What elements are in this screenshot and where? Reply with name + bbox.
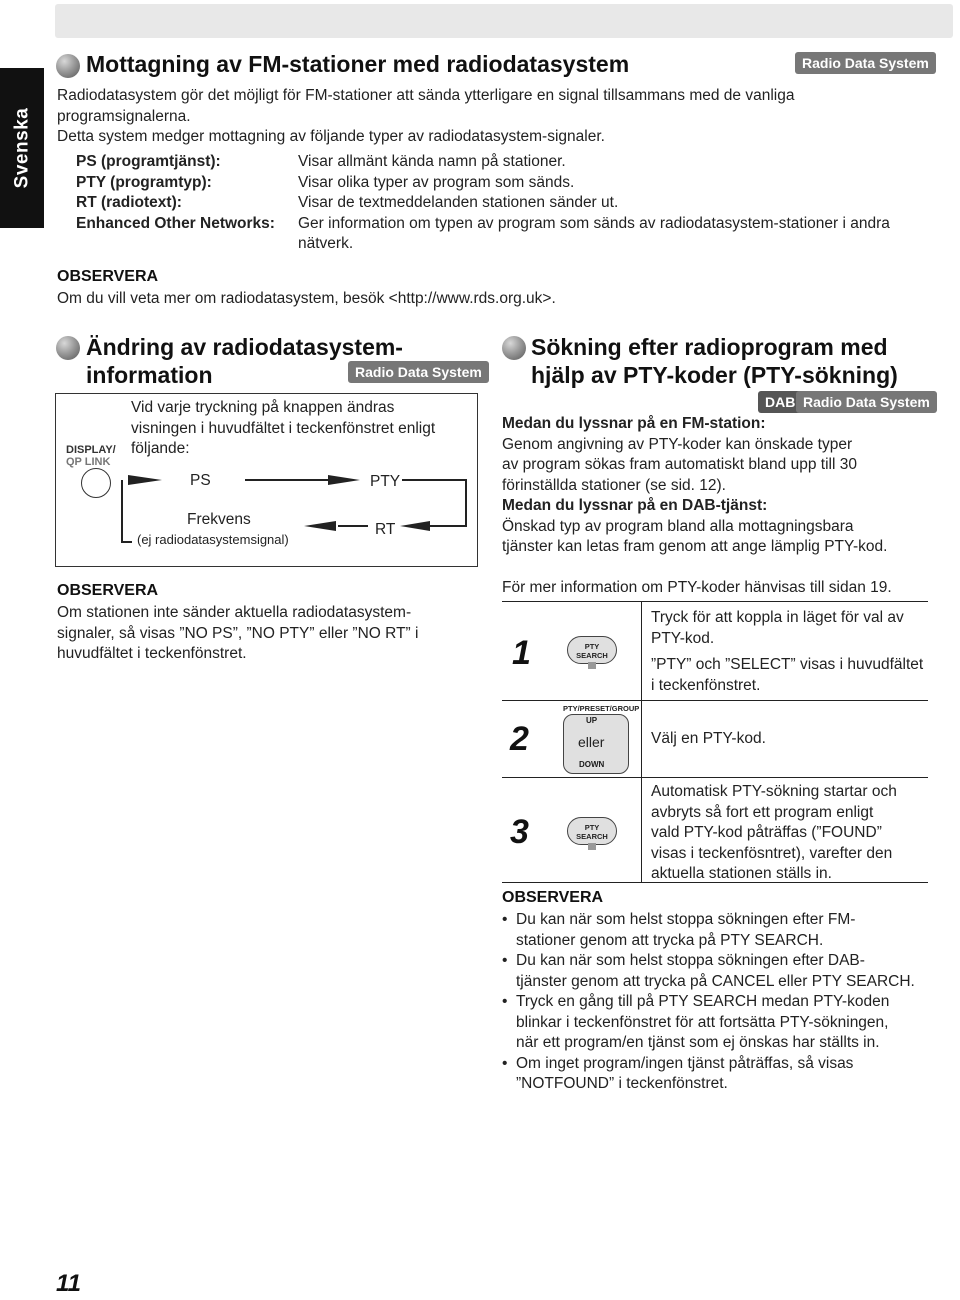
text-line: följande:	[131, 440, 190, 457]
note-line: • Du kan när som helst stoppa sökningen efter DAB-	[516, 952, 865, 969]
step-number: 2	[510, 720, 529, 758]
section3-title-line1: Sökning efter radioprogram med	[531, 334, 888, 360]
fm-line: förinställda stationer (se sid. 12).	[502, 476, 726, 494]
note-line: när ett program/en tjänst som ej önskas har ställts in.	[516, 1034, 880, 1051]
note-line: tjänster genom att trycka på CANCEL eller PTY SEARCH.	[516, 972, 915, 990]
intro-line: Radiodatasystem gör det möjligt för FM-stationer att sända ytterligare en signal tillsammans med de vanliga	[57, 87, 795, 104]
step-line: avbryts så fort ett program enligt	[651, 803, 874, 821]
cycle-arrow-ps-pty	[328, 475, 360, 485]
step-divider	[502, 700, 928, 701]
section2-note	[57, 603, 418, 665]
definition-term: RT (radiotext):	[76, 194, 182, 211]
note-line: blinkar i teckenfönstret för att fortsätta PTY-sökningen,	[516, 1013, 889, 1031]
list-item	[502, 1054, 942, 1095]
cycle-rt: RT	[375, 521, 396, 538]
cycle-connector-right	[402, 480, 466, 526]
note-title: OBSERVERA	[502, 889, 604, 906]
text-line: visningen i huvudfältet i teckenfönstret enligt	[131, 419, 436, 437]
dab-heading: Medan du lyssnar på en DAB-tjänst:	[502, 497, 768, 514]
dab-line: Önskad typ av program bland alla mottagningsbara	[502, 517, 854, 535]
definition-desc-cont: nätverk.	[298, 235, 354, 252]
display-qp-link-label	[66, 444, 116, 468]
step-column-divider	[641, 601, 642, 882]
language-side-tab	[0, 68, 44, 228]
button-indicator-icon	[588, 843, 596, 850]
intro-line: programsignalerna.	[57, 107, 191, 125]
display-button-icon	[81, 468, 111, 498]
note-line: stationer genom att trycka på PTY SEARCH.	[516, 931, 824, 949]
definition-row	[76, 214, 946, 255]
note-line: • Tryck en gång till på PTY SEARCH medan PTY-koden	[516, 993, 890, 1010]
pty-search-button[interactable]	[567, 817, 617, 845]
list-item	[502, 910, 942, 951]
definition-desc: Ger information om typen av program som sänds av radiodatasystem-stationer i andra	[298, 214, 890, 232]
step-line: i teckenfönstret.	[651, 676, 761, 694]
section1-title: Mottagning av FM-stationer med radiodatasystem	[86, 51, 630, 77]
step-divider	[502, 601, 928, 602]
rds-badge: Radio Data System	[795, 52, 936, 74]
cycle-connector-left	[122, 480, 132, 542]
step-line: aktuella stationen ställs in.	[651, 865, 832, 882]
cycle-ps: PS	[190, 472, 211, 489]
step-number: 3	[510, 813, 529, 851]
note-line: • Om inget program/ingen tjänst påträffas, så visas	[516, 1054, 854, 1072]
step-divider	[502, 777, 928, 778]
fm-line: Genom angivning av PTY-koder kan önskade typer	[502, 435, 853, 453]
step-line: vald PTY-kod påträffas (”FOUND”	[651, 824, 882, 841]
note-title: OBSERVERA	[57, 268, 159, 285]
step-text	[651, 608, 936, 696]
qp-link-label: QP LINK	[66, 456, 111, 468]
step-line: Tryck för att koppla in läget för val av	[651, 609, 904, 626]
definition-desc: Visar de textmeddelanden stationen sänder ut.	[298, 194, 619, 211]
side-tab-label: Svenska	[11, 107, 32, 189]
pty-preset-group-label: PTY/PRESET/GROUP	[563, 704, 640, 713]
definition-term: PTY (programtyp):	[76, 173, 212, 191]
rds-badge: Radio Data System	[348, 361, 489, 383]
cycle-arrow-left	[128, 475, 162, 485]
section2-title-line1: Ändring av radiodatasystem-	[86, 334, 403, 360]
or-label: eller	[578, 734, 605, 750]
list-item	[502, 992, 942, 1054]
cycle-frequency: Frekvens	[187, 511, 251, 528]
section3-body	[502, 414, 952, 558]
section3-title	[531, 333, 898, 389]
dab-badge: DAB	[758, 391, 802, 413]
display-label: DISPLAY/	[66, 444, 116, 456]
cycle-arrow-to-freq	[304, 521, 336, 531]
section1-intro	[57, 86, 937, 148]
note-line: Om stationen inte sänder aktuella radiodatasystem-	[57, 604, 412, 621]
fm-heading: Medan du lyssnar på en FM-station:	[502, 415, 766, 432]
note-line: huvudfältet i teckenfönstret.	[57, 645, 247, 662]
header-bar	[55, 4, 953, 38]
pty-search-button[interactable]	[567, 636, 617, 664]
note-line: signaler, så visas ”NO PS”, ”NO PTY” eller ”NO RT” i	[57, 624, 419, 642]
rds-badge: Radio Data System	[796, 391, 937, 413]
definition-desc: Visar allmänt kända namn på stationer.	[298, 153, 566, 170]
section2-title-line2: information	[86, 362, 213, 388]
note-text: Om du vill veta mer om radiodatasystem, besök <http://www.rds.org.uk>.	[57, 290, 556, 307]
step-line: Automatisk PTY-sökning startar och	[651, 783, 897, 800]
step-line: visas i teckenfösntret), varefter den	[651, 844, 893, 862]
note-title: OBSERVERA	[57, 582, 159, 599]
step-line: ”PTY” och ”SELECT” visas i huvudfältet	[651, 656, 924, 673]
step-text: Välj en PTY-kod.	[651, 730, 766, 747]
note-line: ”NOTFOUND” i teckenfönstret.	[516, 1075, 728, 1092]
cycle-arrow-to-rt	[400, 521, 430, 531]
definition-desc: Visar olika typer av program som sänds.	[298, 173, 575, 191]
pty-search-button-label: PTY SEARCH	[576, 823, 608, 841]
step-text	[651, 782, 936, 885]
cycle-frequency-note: (ej radiodatasystemsignal)	[137, 532, 289, 547]
section3-title-line2: hjälp av PTY-koder (PTY-sökning)	[531, 362, 898, 388]
pty-search-button-label: PTY SEARCH	[576, 642, 608, 660]
section-bullet-icon	[502, 336, 526, 360]
definition-row	[76, 152, 946, 173]
section-bullet-icon	[56, 54, 80, 78]
text-line: Vid varje tryckning på knappen ändras	[131, 399, 395, 416]
cycle-pty: PTY	[370, 473, 401, 490]
definition-term: Enhanced Other Networks:	[76, 214, 275, 232]
button-indicator-icon	[588, 662, 596, 669]
cycle-diagram	[110, 462, 480, 562]
down-button-label[interactable]: DOWN	[579, 760, 605, 769]
definition-term: PS (programtjänst):	[76, 153, 221, 170]
notes-list	[502, 910, 942, 1095]
fm-line: av program sökas fram automatiskt bland upp till 30	[502, 456, 857, 473]
step-number: 1	[512, 634, 531, 672]
definition-row	[76, 173, 946, 194]
list-item	[502, 951, 942, 992]
definition-desc-block	[298, 214, 890, 255]
section-bullet-icon	[56, 336, 80, 360]
intro-line: Detta system medger mottagning av följande typer av radiodatasystem-signaler.	[57, 128, 605, 145]
step-line: PTY-kod.	[651, 629, 715, 647]
more-info: För mer information om PTY-koder hänvisas till sidan 19.	[502, 579, 892, 596]
definition-row	[76, 193, 946, 214]
up-button-label[interactable]: UP	[586, 716, 598, 725]
dab-line: tjänster kan letas fram genom att ange lämplig PTY-kod.	[502, 538, 888, 555]
page-number: 11	[56, 1270, 81, 1297]
definition-list	[76, 152, 946, 255]
note-line: • Du kan när som helst stoppa sökningen efter FM-	[516, 911, 856, 928]
section2-text	[131, 398, 435, 460]
